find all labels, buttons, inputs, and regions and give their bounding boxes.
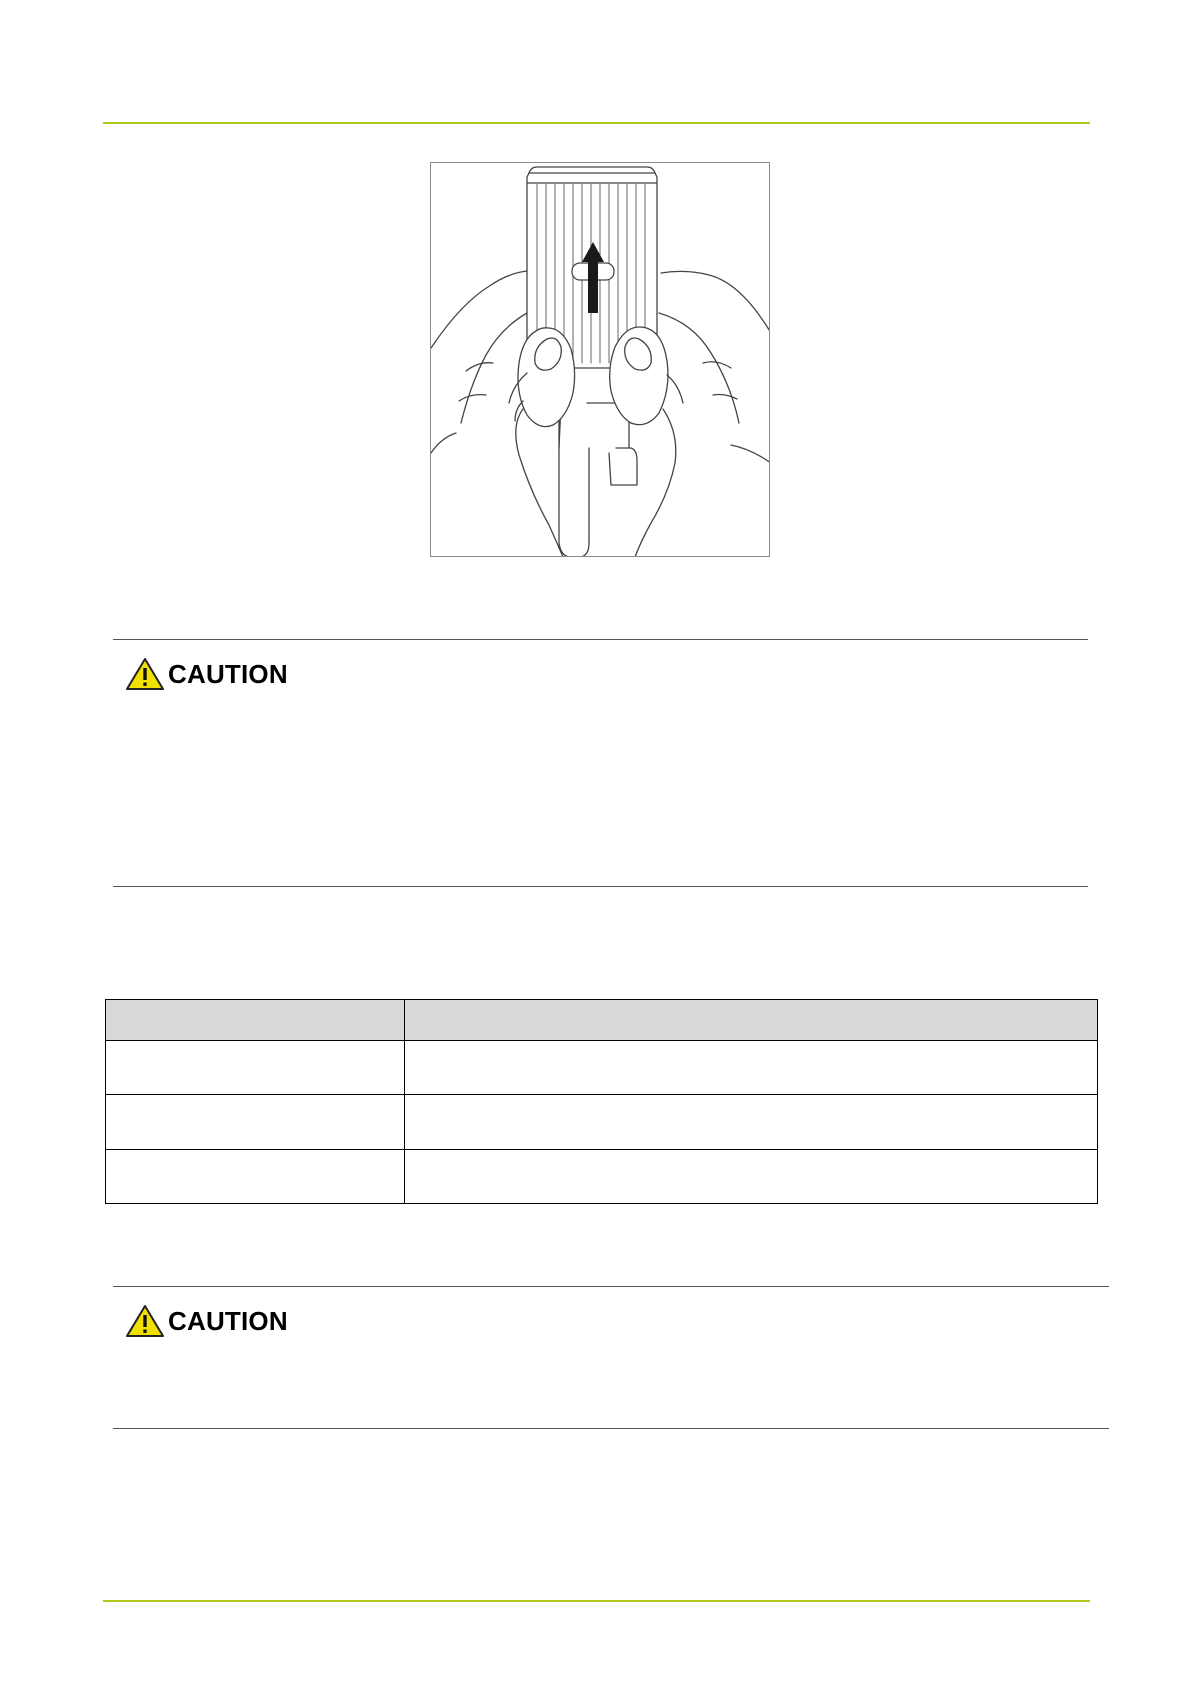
- warning-triangle-icon: [125, 657, 165, 691]
- table-header-row: [106, 1000, 1098, 1041]
- table-row: [106, 1149, 1098, 1203]
- table-cell: [405, 1095, 1098, 1149]
- table-cell: [106, 1095, 405, 1149]
- battery-removal-illustration: [431, 163, 770, 557]
- table-header-cell: [106, 1000, 405, 1041]
- table-cell: [405, 1149, 1098, 1203]
- caution-heading: [125, 1304, 288, 1338]
- caution-label: CAUTION: [168, 658, 288, 689]
- spec-table: [105, 999, 1098, 1204]
- battery-removal-figure: [430, 162, 770, 557]
- warning-triangle-icon: [125, 1304, 165, 1338]
- caution-notice-1: [113, 639, 1088, 887]
- table-cell: [106, 1149, 405, 1203]
- header-rule: [103, 122, 1090, 124]
- footer-rule: [103, 1600, 1090, 1602]
- table-cell: [106, 1041, 405, 1095]
- caution-heading: [125, 657, 288, 691]
- table-row: [106, 1041, 1098, 1095]
- table-cell: [405, 1041, 1098, 1095]
- caution-notice-2: [113, 1286, 1109, 1429]
- table-header-cell: [405, 1000, 1098, 1041]
- caution-label: CAUTION: [168, 1305, 288, 1336]
- table-row: [106, 1095, 1098, 1149]
